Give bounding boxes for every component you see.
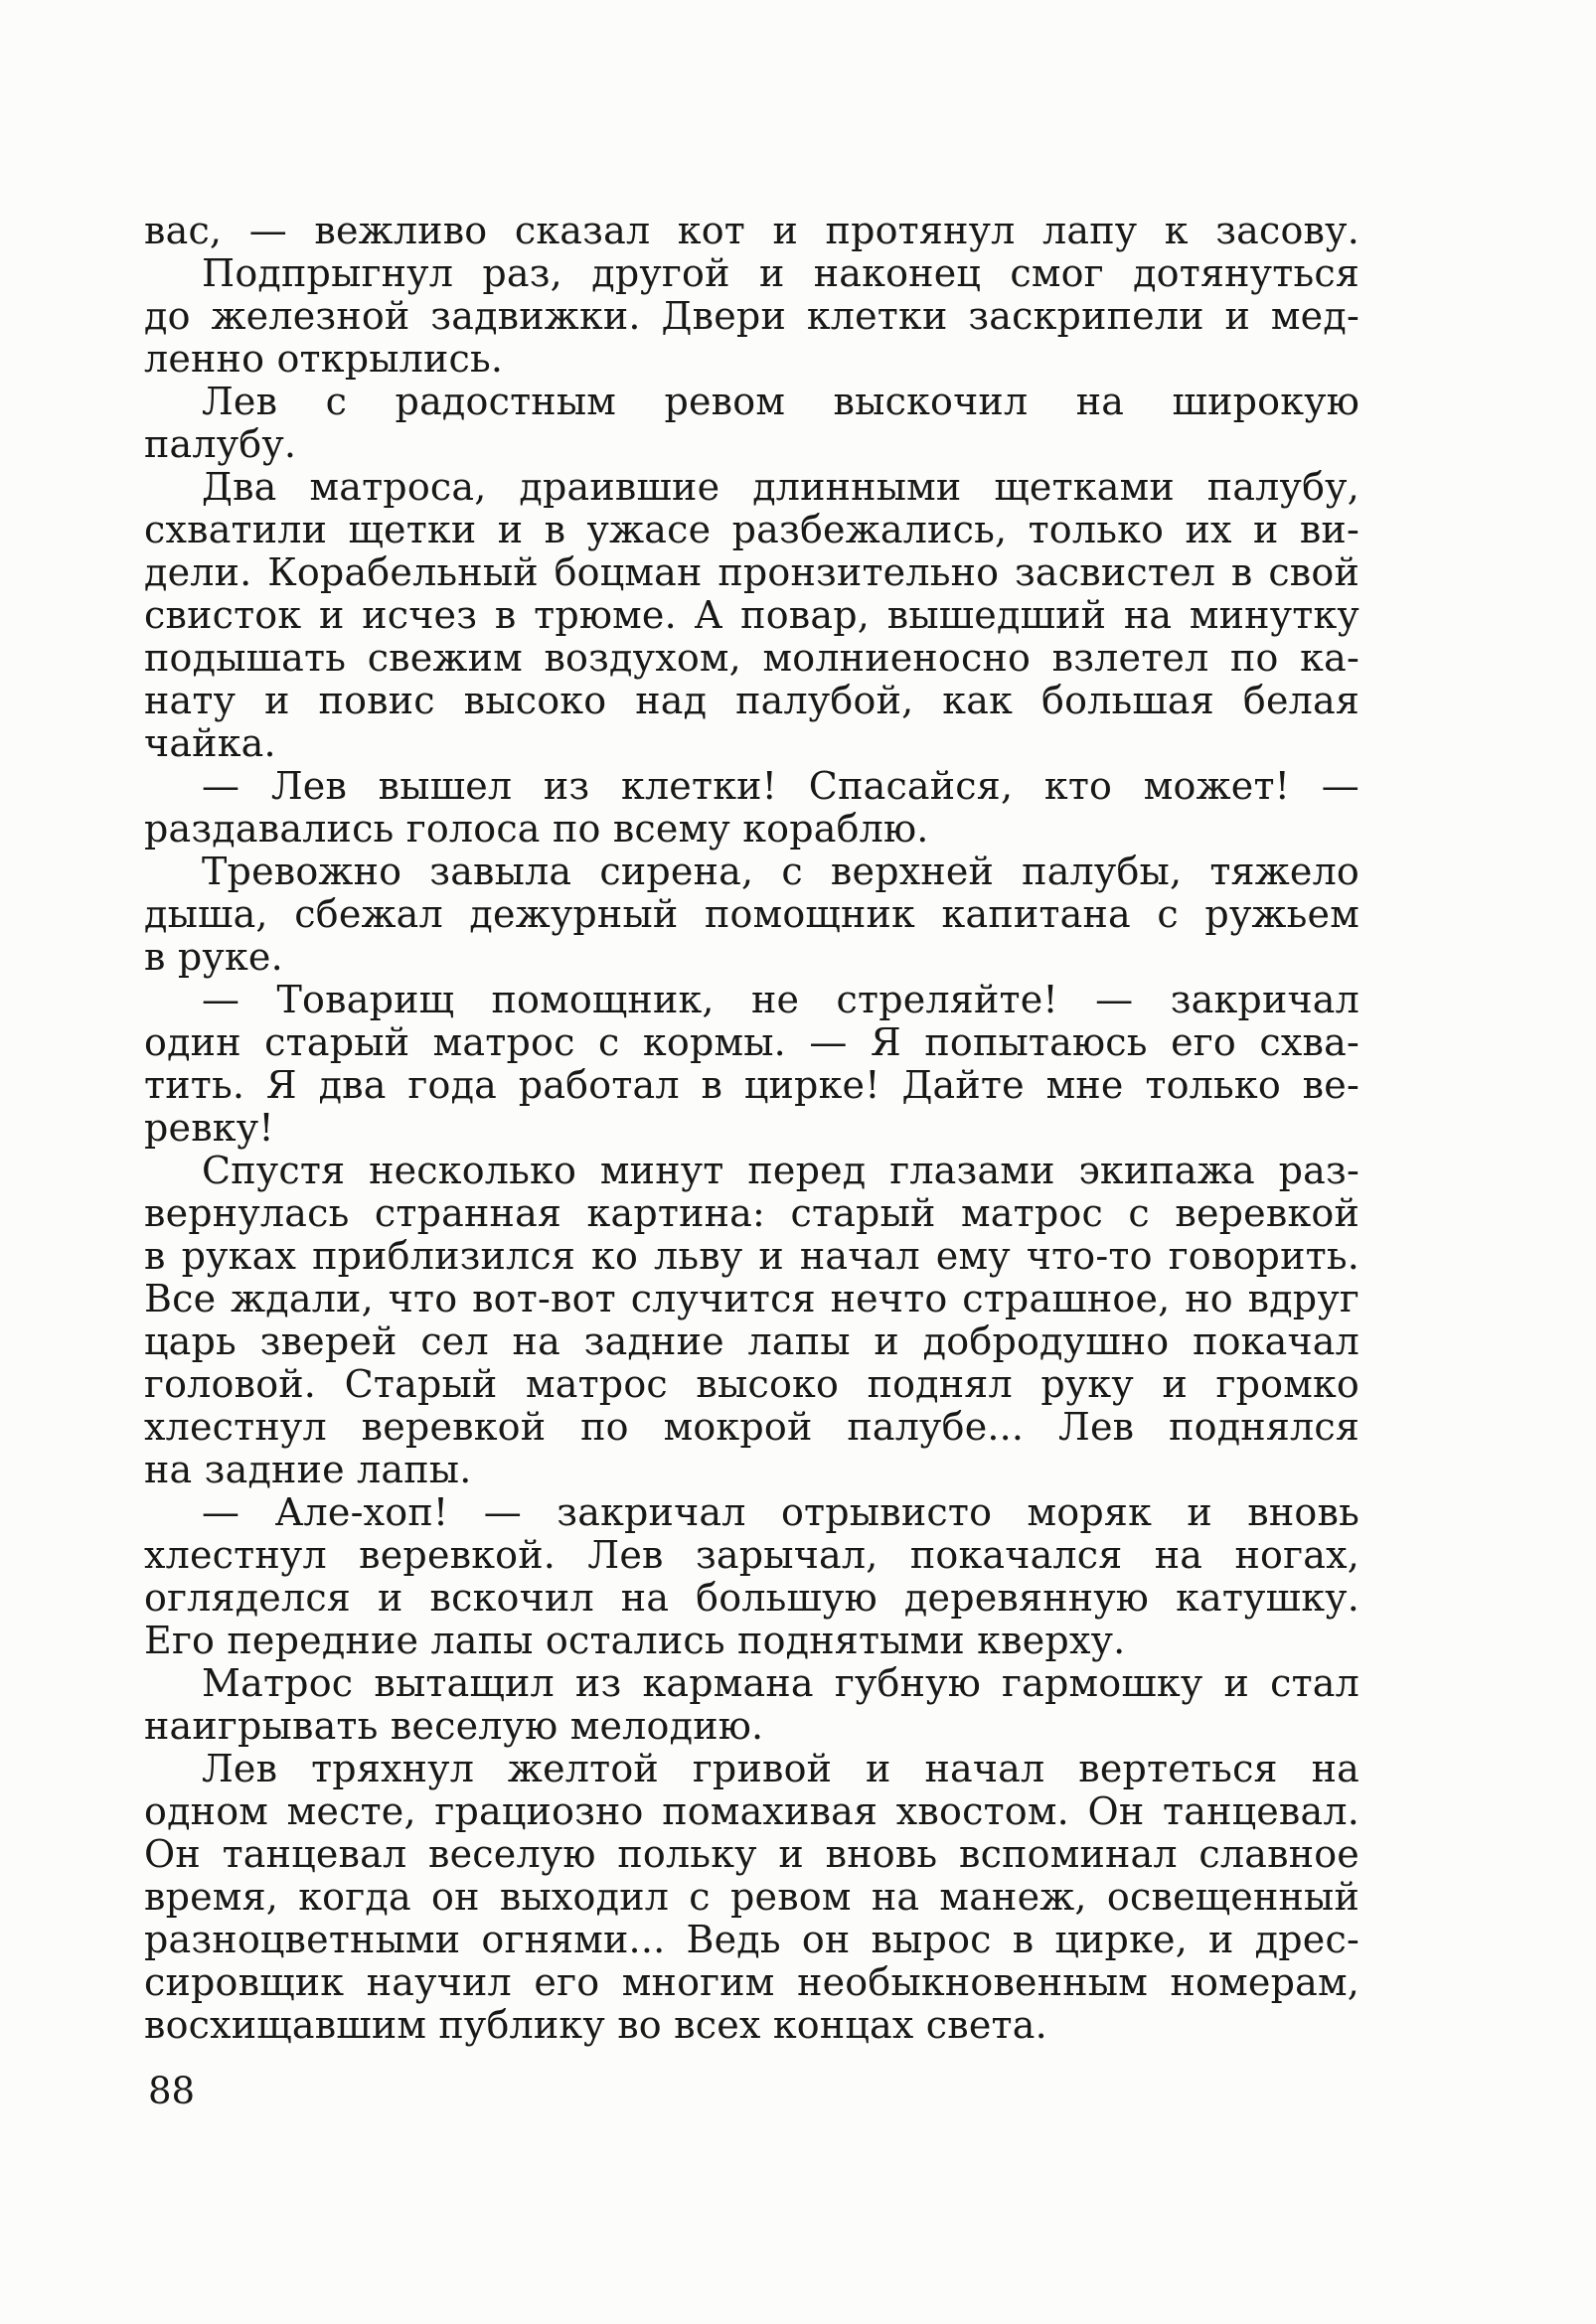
text-line: подышать свежим воздухом, молниеносно взлетел по ка- — [144, 636, 1359, 680]
text-line: Тревожно завыла сирена, с верхней палубы, тяжело — [202, 850, 1359, 893]
text-line: Лев с радостным ревом выскочил на широкую — [202, 380, 1359, 423]
text-column — [144, 210, 1359, 2047]
text-line: сировщик научил его многим необыкновенным номерам, — [144, 1960, 1359, 2004]
text-line: вас, — вежливо сказал кот и протянул лапу к засову. — [144, 209, 1359, 252]
text-line: наигрывать веселую мелодию. — [144, 1704, 764, 1748]
text-line: свисток и исчез в трюме. А повар, вышедший на минутку — [144, 593, 1359, 637]
text-line: схватили щетки и в ужасе разбежались, только их и ви- — [144, 508, 1359, 551]
text-line: огляделся и вскочил на большую деревянную катушку. — [144, 1576, 1359, 1620]
text-line: — Товарищ помощник, не стреляйте! — закричал — [202, 978, 1359, 1021]
text-line: Матрос вытащил из кармана губную гармошку и стал — [202, 1661, 1359, 1705]
paragraph — [144, 210, 1359, 252]
text-line: ленно открылись. — [144, 337, 504, 381]
paragraph — [144, 466, 1359, 765]
paragraph — [144, 765, 1359, 851]
paragraph — [144, 979, 1359, 1150]
paragraph — [144, 252, 1359, 381]
paragraph — [144, 1662, 1359, 1748]
paragraph — [144, 1150, 1359, 1491]
paragraph — [144, 851, 1359, 979]
text-line: чайка. — [144, 721, 276, 765]
text-line: на задние лапы. — [144, 1448, 472, 1491]
text-line: восхищавшим публику во всех концах света. — [144, 2003, 1047, 2047]
text-line: в руке. — [144, 935, 283, 979]
paragraph — [144, 1491, 1359, 1662]
text-line: раздавались голоса по всему кораблю. — [144, 807, 929, 851]
text-line: вернулась странная картина: старый матрос с веревкой — [144, 1191, 1359, 1235]
text-line: до железной задвижки. Двери клетки заскрипели и мед- — [144, 294, 1359, 338]
text-line: дели. Корабельный боцман пронзительно засвистел в свой — [144, 550, 1359, 594]
text-line: дыша, сбежал дежурный помощник капитана с ружьем — [144, 892, 1359, 936]
text-line: — Лев вышел из клетки! Спасайся, кто может! — — [202, 764, 1359, 808]
text-line: царь зверей сел на задние лапы и добродушно покачал — [144, 1319, 1359, 1363]
text-line: разноцветными огнями... Ведь он вырос в цирке, и дрес- — [144, 1918, 1359, 1961]
text-line: Два матроса, драившие длинными щетками палубу, — [202, 465, 1359, 509]
text-line: хлестнул веревкой по мокрой палубе... Лев поднялся — [144, 1405, 1359, 1449]
text-line: нату и повис высоко над палубой, как большая белая — [144, 679, 1359, 722]
paragraph — [144, 381, 1359, 466]
text-line: Его передние лапы остались поднятыми кверху. — [144, 1619, 1126, 1662]
text-line: Он танцевал веселую польку и вновь вспоминал славное — [144, 1832, 1359, 1876]
text-line: в руках приблизился ко льву и начал ему что-то говорить. — [144, 1234, 1359, 1278]
text-line: время, когда он выходил с ревом на манеж, освещенный — [144, 1875, 1359, 1919]
text-line: — Але-хоп! — закричал отрывисто моряк и вновь — [202, 1490, 1359, 1534]
text-line: головой. Старый матрос высоко поднял руку и громко — [144, 1362, 1359, 1406]
paragraph — [144, 1748, 1359, 2047]
text-line: Лев тряхнул желтой гривой и начал вертеться на — [202, 1747, 1359, 1790]
text-line: Подпрыгнул раз, другой и наконец смог дотянуться — [202, 251, 1359, 295]
text-line: тить. Я два года работал в цирке! Дайте мне только ве- — [144, 1063, 1359, 1107]
text-line: один старый матрос с кормы. — Я попытаюсь его схва- — [144, 1020, 1359, 1064]
text-line: Спустя несколько минут перед глазами экипажа раз- — [202, 1149, 1359, 1192]
text-line: хлестнул веревкой. Лев зарычал, покачался на ногах, — [144, 1533, 1359, 1577]
text-line: палубу. — [144, 422, 297, 466]
text-line: ревку! — [144, 1106, 274, 1150]
text-line: Все ждали, что вот-вот случится нечто страшное, но вдруг — [144, 1277, 1359, 1320]
text-line: одном месте, грациозно помахивая хвостом. Он танцевал. — [144, 1789, 1359, 1833]
page-number: 88 — [148, 2070, 196, 2112]
